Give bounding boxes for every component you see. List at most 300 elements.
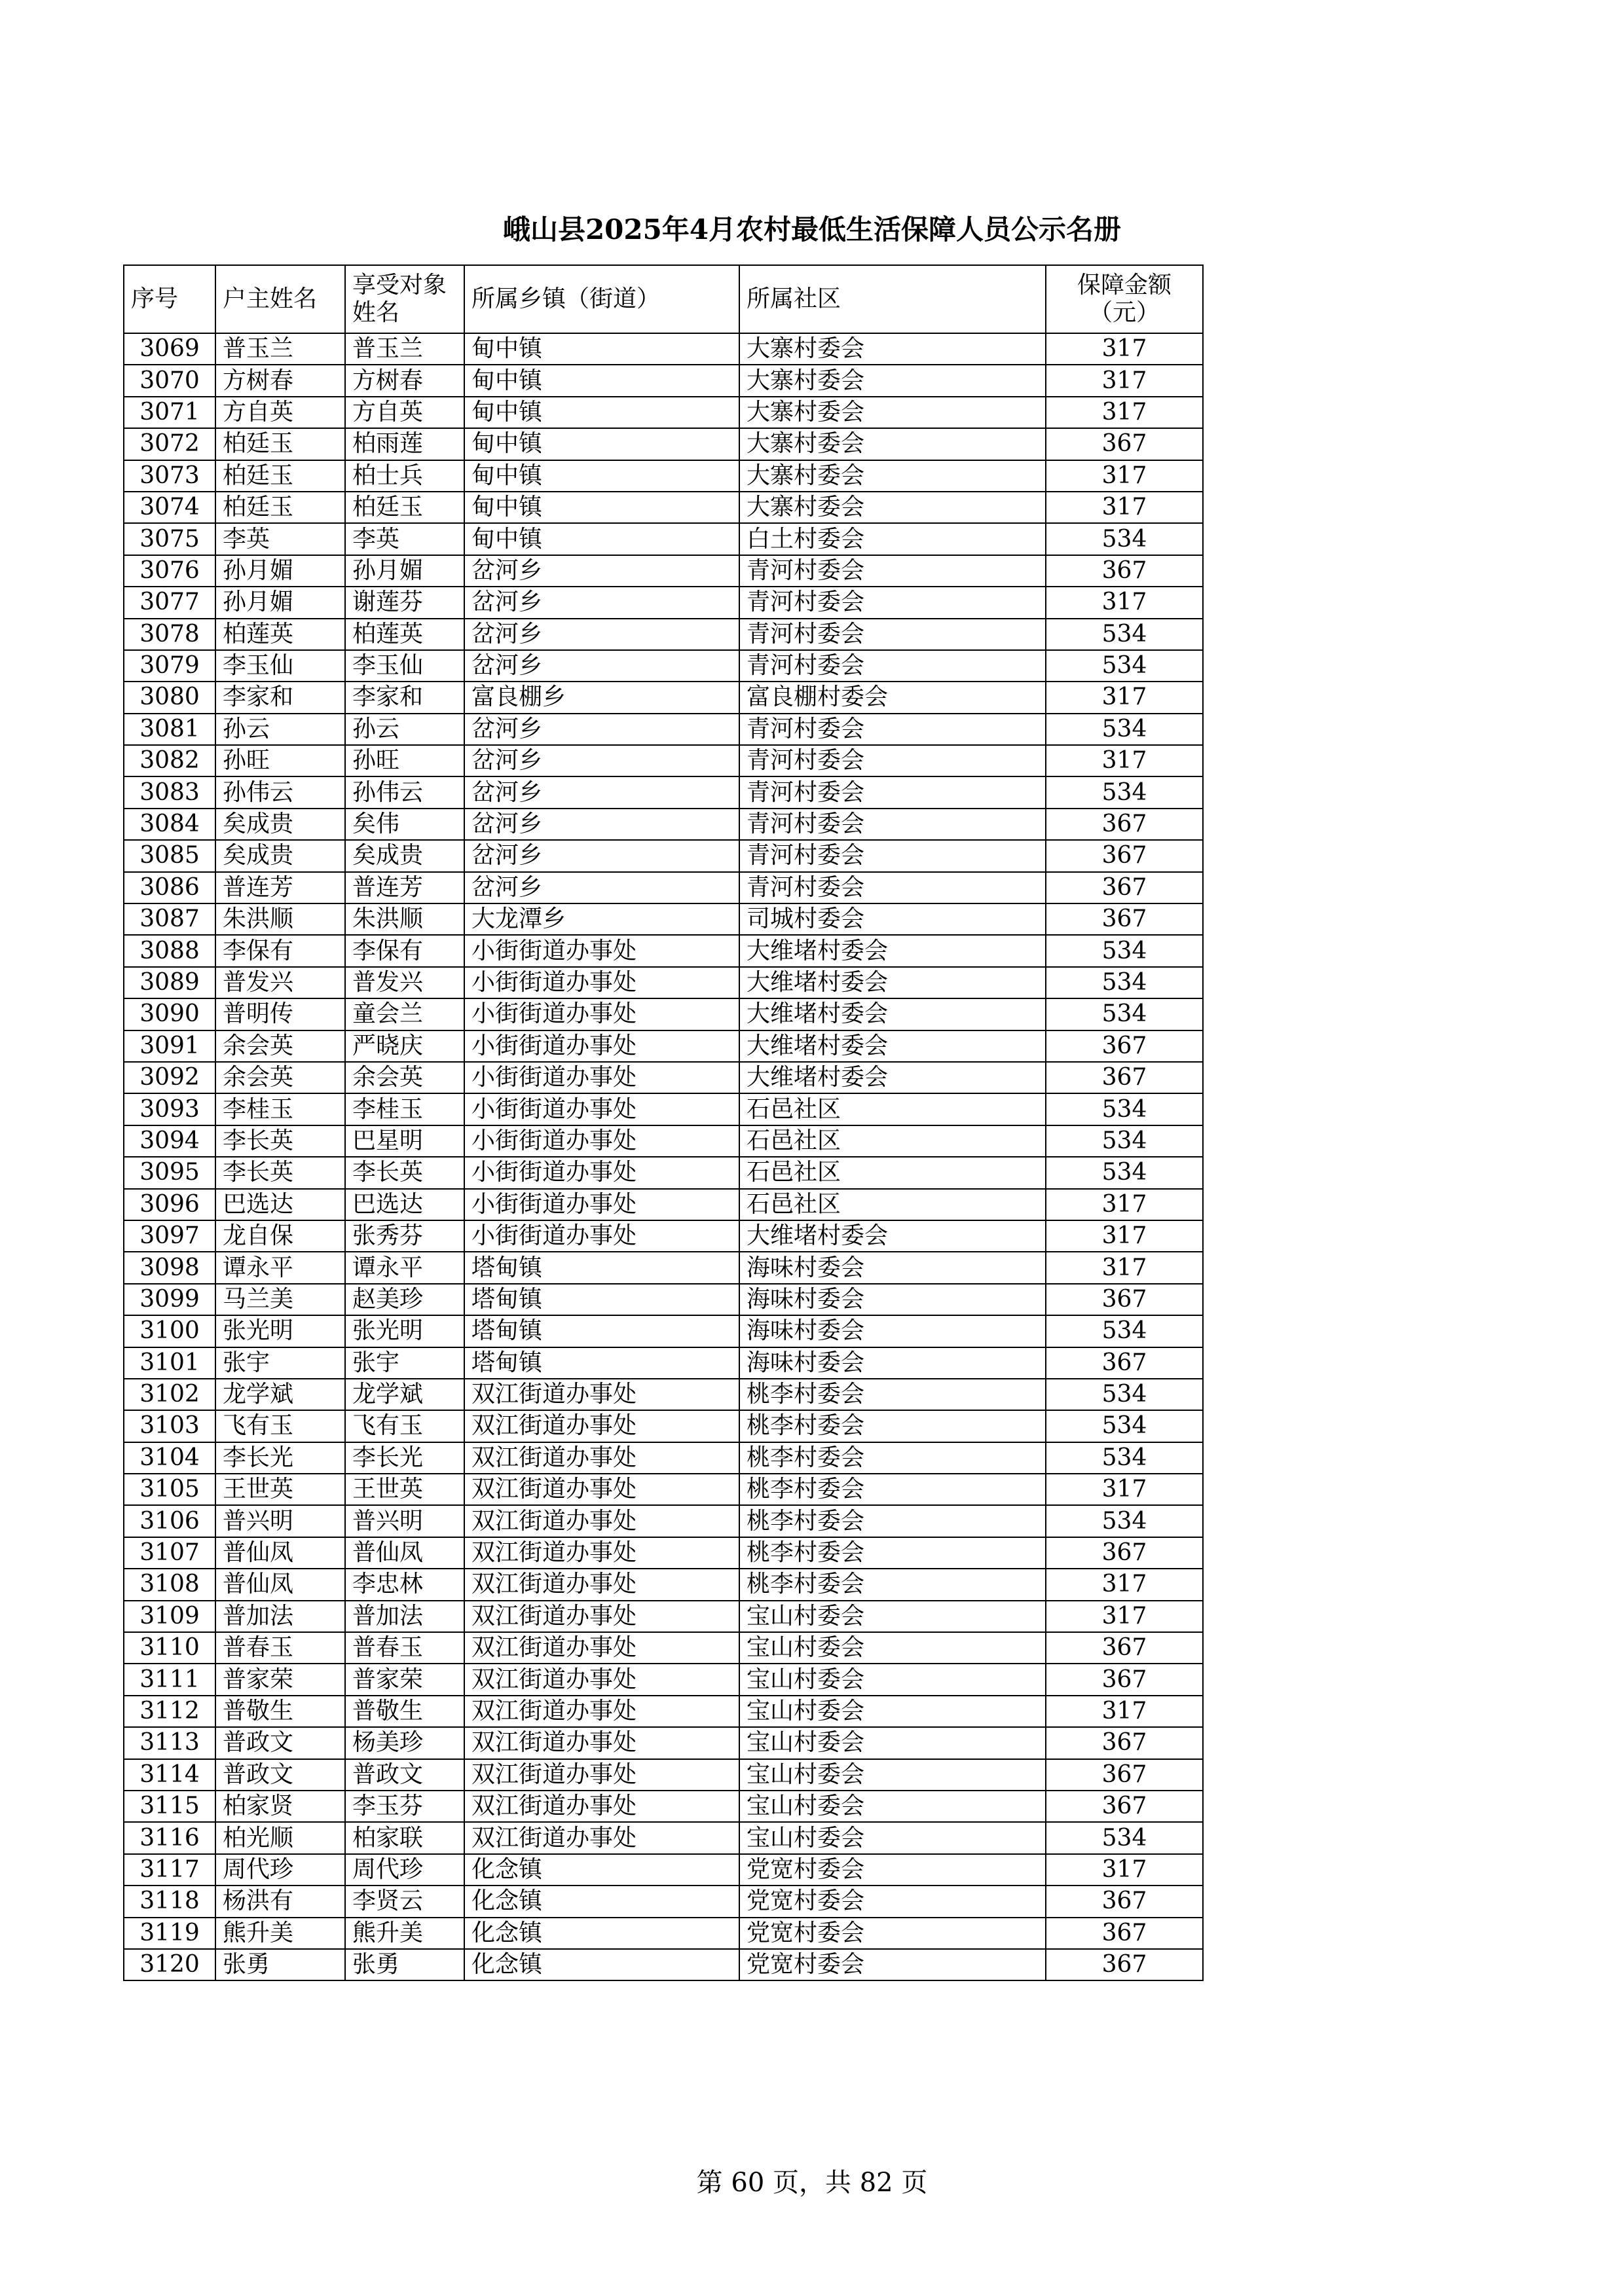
table-row <box>124 1189 1203 1220</box>
table-row <box>124 1886 1203 1917</box>
table-row <box>124 1537 1203 1569</box>
cell-amount: 367 <box>1046 1347 1203 1379</box>
cell-community: 党宽村委会 <box>739 1949 1046 1980</box>
cell-township: 小街街道办事处 <box>464 1093 739 1125</box>
cell-amount: 534 <box>1046 1442 1203 1474</box>
cell-community: 大维堵村委会 <box>739 935 1046 966</box>
table-row <box>124 1474 1203 1505</box>
cell-township: 小街街道办事处 <box>464 1157 739 1188</box>
cell-serial-no: 3075 <box>124 523 215 555</box>
cell-township: 塔甸镇 <box>464 1347 739 1379</box>
cell-amount: 534 <box>1046 1822 1203 1853</box>
cell-township: 小街街道办事处 <box>464 967 739 998</box>
table-row <box>124 1727 1203 1758</box>
cell-household-head: 余会英 <box>215 1062 345 1093</box>
cell-township: 双江街道办事处 <box>464 1569 739 1600</box>
cell-beneficiary: 巴星明 <box>345 1125 464 1157</box>
cell-household-head: 周代珍 <box>215 1854 345 1886</box>
cell-township: 富良棚乡 <box>464 682 739 713</box>
table-row <box>124 776 1203 808</box>
table-row <box>124 619 1203 650</box>
cell-community: 白土村委会 <box>739 523 1046 555</box>
cell-serial-no: 3076 <box>124 555 215 587</box>
cell-community: 石邑社区 <box>739 1189 1046 1220</box>
cell-beneficiary: 矣成贵 <box>345 840 464 871</box>
cell-amount: 367 <box>1046 1062 1203 1093</box>
cell-township: 甸中镇 <box>464 492 739 523</box>
cell-community: 宝山村委会 <box>739 1696 1046 1727</box>
table-row <box>124 745 1203 776</box>
cell-serial-no: 3112 <box>124 1696 215 1727</box>
cell-amount: 534 <box>1046 1410 1203 1442</box>
cell-beneficiary: 赵美珍 <box>345 1284 464 1315</box>
cell-community: 海味村委会 <box>739 1347 1046 1379</box>
cell-household-head: 方自英 <box>215 397 345 428</box>
cell-township: 双江街道办事处 <box>464 1601 739 1632</box>
table-row <box>124 809 1203 840</box>
cell-household-head: 普发兴 <box>215 967 345 998</box>
cell-beneficiary: 普家荣 <box>345 1664 464 1695</box>
cell-beneficiary: 李英 <box>345 523 464 555</box>
cell-township: 小街街道办事处 <box>464 1189 739 1220</box>
cell-amount: 367 <box>1046 428 1203 460</box>
cell-community: 石邑社区 <box>739 1125 1046 1157</box>
cell-township: 化念镇 <box>464 1918 739 1949</box>
cell-beneficiary: 普仙凤 <box>345 1537 464 1569</box>
cell-beneficiary: 李家和 <box>345 682 464 713</box>
table-body <box>124 333 1203 1980</box>
cell-household-head: 李保有 <box>215 935 345 966</box>
cell-township: 岔河乡 <box>464 619 739 650</box>
cell-serial-no: 3071 <box>124 397 215 428</box>
cell-amount: 317 <box>1046 1252 1203 1283</box>
table-row <box>124 492 1203 523</box>
cell-community: 富良棚村委会 <box>739 682 1046 713</box>
cell-community: 宝山村委会 <box>739 1822 1046 1853</box>
cell-amount: 317 <box>1046 1696 1203 1727</box>
cell-amount: 317 <box>1046 397 1203 428</box>
cell-amount: 534 <box>1046 1093 1203 1125</box>
cell-amount: 534 <box>1046 1315 1203 1347</box>
cell-community: 大维堵村委会 <box>739 1030 1046 1062</box>
cell-community: 宝山村委会 <box>739 1759 1046 1791</box>
cell-community: 大维堵村委会 <box>739 998 1046 1030</box>
cell-township: 双江街道办事处 <box>464 1759 739 1791</box>
cell-serial-no: 3069 <box>124 333 215 365</box>
cell-household-head: 张宇 <box>215 1347 345 1379</box>
cell-serial-no: 3078 <box>124 619 215 650</box>
cell-amount: 317 <box>1046 1220 1203 1252</box>
cell-township: 岔河乡 <box>464 745 739 776</box>
cell-household-head: 矣成贵 <box>215 809 345 840</box>
cell-amount: 367 <box>1046 1886 1203 1917</box>
cell-community: 青河村委会 <box>739 714 1046 745</box>
cell-beneficiary: 普春玉 <box>345 1632 464 1664</box>
cell-amount: 367 <box>1046 1918 1203 1949</box>
cell-township: 甸中镇 <box>464 333 739 365</box>
cell-township: 双江街道办事处 <box>464 1791 739 1822</box>
cell-household-head: 普兴明 <box>215 1505 345 1537</box>
cell-household-head: 普明传 <box>215 998 345 1030</box>
cell-beneficiary: 周代珍 <box>345 1854 464 1886</box>
cell-community: 桃李村委会 <box>739 1537 1046 1569</box>
cell-community: 大维堵村委会 <box>739 967 1046 998</box>
cell-township: 双江街道办事处 <box>464 1822 739 1853</box>
cell-household-head: 熊升美 <box>215 1918 345 1949</box>
cell-township: 塔甸镇 <box>464 1284 739 1315</box>
table-row <box>124 460 1203 492</box>
cell-community: 党宽村委会 <box>739 1918 1046 1949</box>
cell-amount: 534 <box>1046 1125 1203 1157</box>
table-row <box>124 1918 1203 1949</box>
cell-beneficiary: 张光明 <box>345 1315 464 1347</box>
cell-amount: 317 <box>1046 745 1203 776</box>
cell-township: 双江街道办事处 <box>464 1727 739 1758</box>
cell-beneficiary: 方自英 <box>345 397 464 428</box>
cell-serial-no: 3105 <box>124 1474 215 1505</box>
cell-amount: 534 <box>1046 998 1203 1030</box>
cell-beneficiary: 张勇 <box>345 1949 464 1980</box>
cell-serial-no: 3096 <box>124 1189 215 1220</box>
cell-household-head: 李英 <box>215 523 345 555</box>
cell-serial-no: 3111 <box>124 1664 215 1695</box>
cell-community: 司城村委会 <box>739 903 1046 935</box>
cell-serial-no: 3089 <box>124 967 215 998</box>
cell-beneficiary: 张秀芬 <box>345 1220 464 1252</box>
table-row <box>124 1505 1203 1537</box>
cell-township: 岔河乡 <box>464 872 739 903</box>
cell-serial-no: 3087 <box>124 903 215 935</box>
cell-amount: 317 <box>1046 682 1203 713</box>
page-title: 峨山县2025年4月农村最低生活保障人员公示名册 <box>502 213 1122 246</box>
cell-serial-no: 3079 <box>124 650 215 682</box>
cell-beneficiary: 李玉芬 <box>345 1791 464 1822</box>
cell-serial-no: 3107 <box>124 1537 215 1569</box>
cell-serial-no: 3072 <box>124 428 215 460</box>
cell-serial-no: 3097 <box>124 1220 215 1252</box>
cell-beneficiary: 李忠林 <box>345 1569 464 1600</box>
cell-household-head: 柏莲英 <box>215 619 345 650</box>
cell-household-head: 李桂玉 <box>215 1093 345 1125</box>
cell-household-head: 李长英 <box>215 1125 345 1157</box>
cell-beneficiary: 杨美珍 <box>345 1727 464 1758</box>
cell-household-head: 矣成贵 <box>215 840 345 871</box>
cell-beneficiary: 孙旺 <box>345 745 464 776</box>
cell-township: 甸中镇 <box>464 365 739 396</box>
table-row <box>124 1410 1203 1442</box>
cell-household-head: 普政文 <box>215 1759 345 1791</box>
cell-amount: 367 <box>1046 1791 1203 1822</box>
cell-beneficiary: 普发兴 <box>345 967 464 998</box>
table-row <box>124 1601 1203 1632</box>
cell-household-head: 朱洪顺 <box>215 903 345 935</box>
table-row <box>124 1632 1203 1664</box>
cell-community: 大寨村委会 <box>739 397 1046 428</box>
cell-community: 党宽村委会 <box>739 1854 1046 1886</box>
cell-serial-no: 3082 <box>124 745 215 776</box>
cell-township: 小街街道办事处 <box>464 1030 739 1062</box>
cell-beneficiary: 余会英 <box>345 1062 464 1093</box>
table-row <box>124 967 1203 998</box>
cell-community: 青河村委会 <box>739 840 1046 871</box>
cell-amount: 367 <box>1046 1537 1203 1569</box>
cell-serial-no: 3114 <box>124 1759 215 1791</box>
cell-household-head: 普连芳 <box>215 872 345 903</box>
cell-serial-no: 3113 <box>124 1727 215 1758</box>
header-serial-no: 序号 <box>124 265 215 333</box>
cell-amount: 367 <box>1046 1759 1203 1791</box>
cell-township: 岔河乡 <box>464 714 739 745</box>
header-township: 所属乡镇（街道） <box>464 265 739 333</box>
cell-household-head: 孙月媚 <box>215 587 345 618</box>
cell-community: 青河村委会 <box>739 619 1046 650</box>
cell-community: 桃李村委会 <box>739 1505 1046 1537</box>
cell-amount: 367 <box>1046 872 1203 903</box>
cell-household-head: 柏廷玉 <box>215 460 345 492</box>
cell-household-head: 柏光顺 <box>215 1822 345 1853</box>
cell-township: 甸中镇 <box>464 460 739 492</box>
cell-household-head: 柏家贤 <box>215 1791 345 1822</box>
cell-beneficiary: 谭永平 <box>345 1252 464 1283</box>
cell-township: 双江街道办事处 <box>464 1696 739 1727</box>
cell-beneficiary: 李长光 <box>345 1442 464 1474</box>
cell-household-head: 普仙凤 <box>215 1537 345 1569</box>
cell-township: 双江街道办事处 <box>464 1632 739 1664</box>
cell-community: 党宽村委会 <box>739 1886 1046 1917</box>
cell-beneficiary: 柏士兵 <box>345 460 464 492</box>
cell-beneficiary: 柏雨莲 <box>345 428 464 460</box>
cell-township: 岔河乡 <box>464 809 739 840</box>
cell-beneficiary: 李桂玉 <box>345 1093 464 1125</box>
cell-amount: 317 <box>1046 492 1203 523</box>
table-row <box>124 555 1203 587</box>
cell-beneficiary: 龙学斌 <box>345 1379 464 1410</box>
cell-beneficiary: 李长英 <box>345 1157 464 1188</box>
cell-household-head: 马兰美 <box>215 1284 345 1315</box>
cell-township: 双江街道办事处 <box>464 1474 739 1505</box>
table-row <box>124 1125 1203 1157</box>
cell-beneficiary: 谢莲芬 <box>345 587 464 618</box>
table-row <box>124 682 1203 713</box>
cell-serial-no: 3086 <box>124 872 215 903</box>
cell-serial-no: 3106 <box>124 1505 215 1537</box>
cell-community: 青河村委会 <box>739 555 1046 587</box>
table-row <box>124 1030 1203 1062</box>
cell-serial-no: 3092 <box>124 1062 215 1093</box>
table-row <box>124 1696 1203 1727</box>
cell-household-head: 柏廷玉 <box>215 492 345 523</box>
cell-amount: 534 <box>1046 714 1203 745</box>
cell-serial-no: 3093 <box>124 1093 215 1125</box>
cell-household-head: 张光明 <box>215 1315 345 1347</box>
cell-serial-no: 3110 <box>124 1632 215 1664</box>
cell-serial-no: 3083 <box>124 776 215 808</box>
table-row <box>124 1379 1203 1410</box>
cell-beneficiary: 普敬生 <box>345 1696 464 1727</box>
cell-community: 大寨村委会 <box>739 428 1046 460</box>
cell-community: 桃李村委会 <box>739 1474 1046 1505</box>
cell-serial-no: 3091 <box>124 1030 215 1062</box>
cell-household-head: 巴选达 <box>215 1189 345 1220</box>
cell-serial-no: 3109 <box>124 1601 215 1632</box>
cell-community: 桃李村委会 <box>739 1379 1046 1410</box>
cell-household-head: 普玉兰 <box>215 333 345 365</box>
cell-serial-no: 3088 <box>124 935 215 966</box>
table-row <box>124 1347 1203 1379</box>
table-row <box>124 428 1203 460</box>
cell-household-head: 方树春 <box>215 365 345 396</box>
cell-household-head: 普春玉 <box>215 1632 345 1664</box>
cell-serial-no: 3080 <box>124 682 215 713</box>
cell-township: 岔河乡 <box>464 587 739 618</box>
cell-amount: 367 <box>1046 840 1203 871</box>
cell-household-head: 谭永平 <box>215 1252 345 1283</box>
cell-household-head: 普政文 <box>215 1727 345 1758</box>
cell-beneficiary: 普政文 <box>345 1759 464 1791</box>
header-beneficiary: 享受对象姓名 <box>345 265 464 333</box>
table-row <box>124 935 1203 966</box>
cell-community: 桃李村委会 <box>739 1442 1046 1474</box>
cell-household-head: 杨洪有 <box>215 1886 345 1917</box>
table-row <box>124 333 1203 365</box>
cell-amount: 317 <box>1046 460 1203 492</box>
cell-amount: 534 <box>1046 967 1203 998</box>
table-row <box>124 714 1203 745</box>
cell-community: 海味村委会 <box>739 1252 1046 1283</box>
cell-beneficiary: 柏家联 <box>345 1822 464 1853</box>
cell-beneficiary: 柏廷玉 <box>345 492 464 523</box>
cell-community: 宝山村委会 <box>739 1632 1046 1664</box>
cell-township: 甸中镇 <box>464 523 739 555</box>
cell-community: 大寨村委会 <box>739 333 1046 365</box>
cell-serial-no: 3084 <box>124 809 215 840</box>
cell-amount: 367 <box>1046 903 1203 935</box>
cell-amount: 317 <box>1046 1474 1203 1505</box>
cell-beneficiary: 李玉仙 <box>345 650 464 682</box>
table-row <box>124 1569 1203 1600</box>
cell-serial-no: 3098 <box>124 1252 215 1283</box>
cell-amount: 317 <box>1046 587 1203 618</box>
cell-amount: 534 <box>1046 1379 1203 1410</box>
table-row <box>124 1157 1203 1188</box>
cell-serial-no: 3074 <box>124 492 215 523</box>
table-row <box>124 397 1203 428</box>
cell-serial-no: 3117 <box>124 1854 215 1886</box>
cell-beneficiary: 朱洪顺 <box>345 903 464 935</box>
cell-township: 小街街道办事处 <box>464 998 739 1030</box>
table-row <box>124 1759 1203 1791</box>
cell-community: 宝山村委会 <box>739 1791 1046 1822</box>
cell-community: 青河村委会 <box>739 809 1046 840</box>
cell-household-head: 龙自保 <box>215 1220 345 1252</box>
cell-amount: 367 <box>1046 1284 1203 1315</box>
cell-community: 大寨村委会 <box>739 492 1046 523</box>
table-row <box>124 1442 1203 1474</box>
page-footer: 第 60 页，共 82 页 <box>696 2168 928 2198</box>
table-row <box>124 523 1203 555</box>
cell-household-head: 余会英 <box>215 1030 345 1062</box>
cell-household-head: 柏廷玉 <box>215 428 345 460</box>
table-row <box>124 840 1203 871</box>
cell-household-head: 孙旺 <box>215 745 345 776</box>
cell-community: 大维堵村委会 <box>739 1062 1046 1093</box>
cell-amount: 317 <box>1046 1189 1203 1220</box>
cell-township: 双江街道办事处 <box>464 1664 739 1695</box>
cell-amount: 317 <box>1046 365 1203 396</box>
cell-serial-no: 3073 <box>124 460 215 492</box>
cell-serial-no: 3102 <box>124 1379 215 1410</box>
cell-household-head: 张勇 <box>215 1949 345 1980</box>
cell-serial-no: 3094 <box>124 1125 215 1157</box>
cell-amount: 317 <box>1046 1569 1203 1600</box>
cell-amount: 534 <box>1046 776 1203 808</box>
cell-township: 岔河乡 <box>464 650 739 682</box>
cell-household-head: 李长光 <box>215 1442 345 1474</box>
cell-amount: 367 <box>1046 1664 1203 1695</box>
table-row <box>124 1062 1203 1093</box>
cell-household-head: 李长英 <box>215 1157 345 1188</box>
cell-community: 宝山村委会 <box>739 1601 1046 1632</box>
table-header-row <box>124 265 1203 333</box>
table-row <box>124 1252 1203 1283</box>
cell-township: 双江街道办事处 <box>464 1442 739 1474</box>
cell-township: 岔河乡 <box>464 555 739 587</box>
cell-serial-no: 3085 <box>124 840 215 871</box>
cell-community: 石邑社区 <box>739 1093 1046 1125</box>
cell-beneficiary: 孙伟云 <box>345 776 464 808</box>
table-row <box>124 1854 1203 1886</box>
cell-serial-no: 3119 <box>124 1918 215 1949</box>
cell-household-head: 李玉仙 <box>215 650 345 682</box>
table-row <box>124 1220 1203 1252</box>
cell-household-head: 孙云 <box>215 714 345 745</box>
cell-community: 青河村委会 <box>739 872 1046 903</box>
cell-township: 岔河乡 <box>464 776 739 808</box>
cell-serial-no: 3101 <box>124 1347 215 1379</box>
cell-community: 大寨村委会 <box>739 365 1046 396</box>
cell-amount: 367 <box>1046 809 1203 840</box>
table-row <box>124 1284 1203 1315</box>
table-row <box>124 365 1203 396</box>
cell-household-head: 飞有玉 <box>215 1410 345 1442</box>
table-row <box>124 1949 1203 1980</box>
cell-township: 双江街道办事处 <box>464 1410 739 1442</box>
cell-township: 甸中镇 <box>464 428 739 460</box>
cell-serial-no: 3070 <box>124 365 215 396</box>
cell-township: 小街街道办事处 <box>464 1062 739 1093</box>
cell-township: 双江街道办事处 <box>464 1379 739 1410</box>
cell-amount: 534 <box>1046 619 1203 650</box>
cell-household-head: 王世英 <box>215 1474 345 1505</box>
cell-serial-no: 3104 <box>124 1442 215 1474</box>
cell-serial-no: 3095 <box>124 1157 215 1188</box>
cell-beneficiary: 柏莲英 <box>345 619 464 650</box>
cell-serial-no: 3108 <box>124 1569 215 1600</box>
cell-serial-no: 3116 <box>124 1822 215 1853</box>
cell-community: 石邑社区 <box>739 1157 1046 1188</box>
cell-beneficiary: 李贤云 <box>345 1886 464 1917</box>
cell-township: 小街街道办事处 <box>464 935 739 966</box>
cell-beneficiary: 普连芳 <box>345 872 464 903</box>
cell-beneficiary: 李保有 <box>345 935 464 966</box>
table-row <box>124 872 1203 903</box>
cell-township: 双江街道办事处 <box>464 1537 739 1569</box>
header-household-head: 户主姓名 <box>215 265 345 333</box>
cell-household-head: 普家荣 <box>215 1664 345 1695</box>
cell-amount: 317 <box>1046 1601 1203 1632</box>
cell-township: 化念镇 <box>464 1949 739 1980</box>
header-community: 所属社区 <box>739 265 1046 333</box>
